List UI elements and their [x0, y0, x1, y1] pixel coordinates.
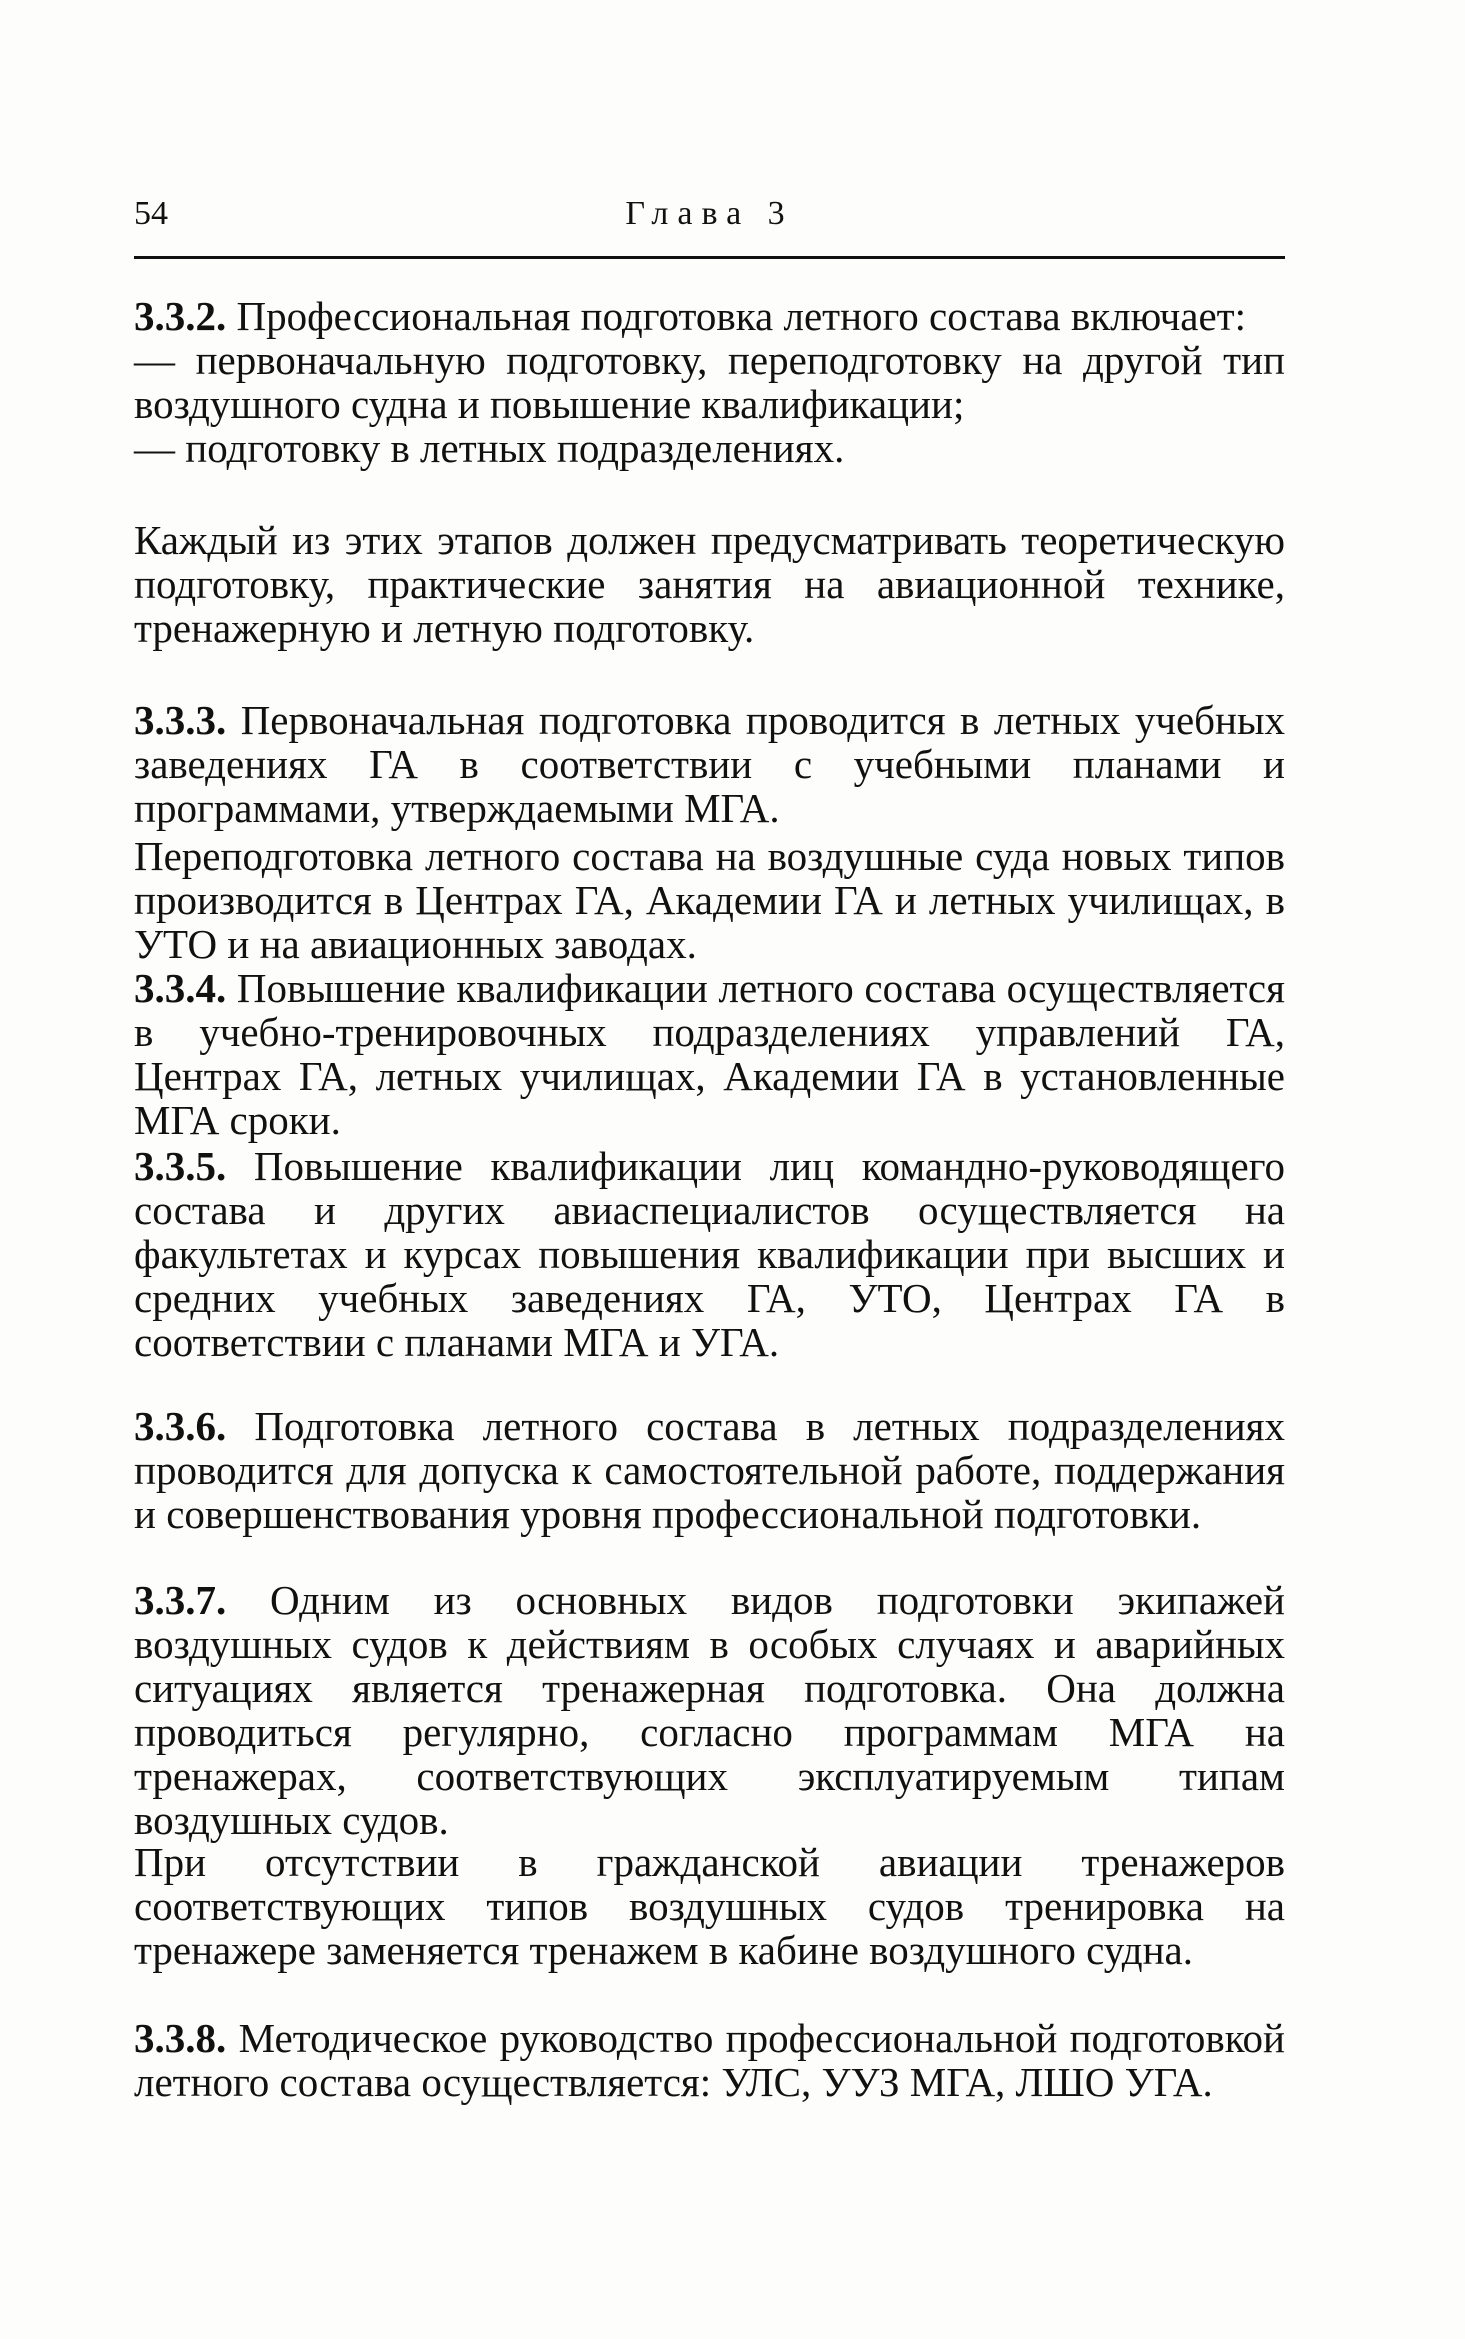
- page-number: 54: [134, 195, 168, 232]
- paragraph-number: 3.3.6.: [134, 1403, 227, 1449]
- paragraph-text: Каждый из этих этапов должен предусматривать теоретическую подготовку, практические занятия на авиационной технике, тренажерную и летную подготовку.: [134, 517, 1285, 651]
- list-item: — первоначальную подготовку, переподготовку на другой тип воздушного судна и повышение квалификации;: [134, 337, 1285, 427]
- paragraph-text: Переподготовка летного состава на воздушные суда новых типов производится в Центрах ГА, Академии ГА и летных училищах, в УТО и на авиационных заводах.: [134, 833, 1285, 967]
- paragraph-3-3-4: [134, 966, 1285, 1142]
- paragraph-no-simulators: [134, 1840, 1285, 1972]
- paragraph-3-3-5: [134, 1144, 1285, 1364]
- paragraph-text: При отсутствии в гражданской авиации тренажеров соответствующих типов воздушных судов тренировка на тренажере заменяется тренажем в кабине воздушного судна.: [134, 1839, 1285, 1973]
- header-divider: [134, 256, 1285, 259]
- paragraph-3-3-8: [134, 2016, 1285, 2104]
- paragraph-text: Повышение квалификации летного состава осуществляется в учебно-тренировочных подразделениях управлений ГА, Центрах ГА, летных училищах, Академии ГА в установленные МГА сроки.: [134, 965, 1285, 1143]
- paragraph-number: 3.3.5.: [134, 1143, 227, 1189]
- chapter-title: Глава 3: [625, 195, 794, 232]
- paragraph-text: Повышение квалификации лиц командно-руководящего состава и других авиаспециалистов осуществляется на факультетах и курсах повышения квалификации при высших и средних учебных заведениях ГА, УТО, Центрах ГА в соответствии с планами МГА и УГА.: [134, 1143, 1285, 1365]
- list-item: — подготовку в летных подразделениях.: [134, 425, 845, 471]
- paragraph-number: 3.3.7.: [134, 1577, 227, 1623]
- paragraph-text: Профессиональная подготовка летного состава включает:: [226, 293, 1246, 339]
- paragraph-number: 3.3.8.: [134, 2015, 227, 2061]
- paragraph-number: 3.3.4.: [134, 965, 227, 1011]
- paragraph-number: 3.3.2.: [134, 293, 227, 339]
- paragraph-3-3-6: [134, 1404, 1285, 1536]
- running-head: [134, 192, 1285, 252]
- paragraph-3-3-7: [134, 1578, 1285, 1842]
- paragraph-text: Первоначальная подготовка проводится в летных учебных заведениях ГА в соответствии с учебными планами и программами, утверждаемыми МГА.: [134, 697, 1285, 831]
- paragraph-stages: [134, 518, 1285, 650]
- paragraph-3-3-3: [134, 698, 1285, 830]
- paragraph-number: 3.3.3.: [134, 697, 227, 743]
- paragraph-text: Одним из основных видов подготовки экипажей воздушных судов к действиям в особых случаях и аварийных ситуациях является тренажерная подготовка. Она должна проводиться регулярно, согласно программам МГА на тренажерах, соответствующих эксплуатируемым типам воздушных судов.: [134, 1577, 1285, 1843]
- paragraph-3-3-2: [134, 294, 1285, 470]
- paragraph-text: Методическое руководство профессиональной подготовкой летного состава осуществляется: УЛС, УУЗ МГА, ЛШО УГА.: [134, 2015, 1285, 2105]
- paragraph-retraining: [134, 834, 1285, 966]
- paragraph-text: Подготовка летного состава в летных подразделениях проводится для допуска к самостоятельной работе, поддержания и совершенствования уровня профессиональной подготовки.: [134, 1403, 1285, 1537]
